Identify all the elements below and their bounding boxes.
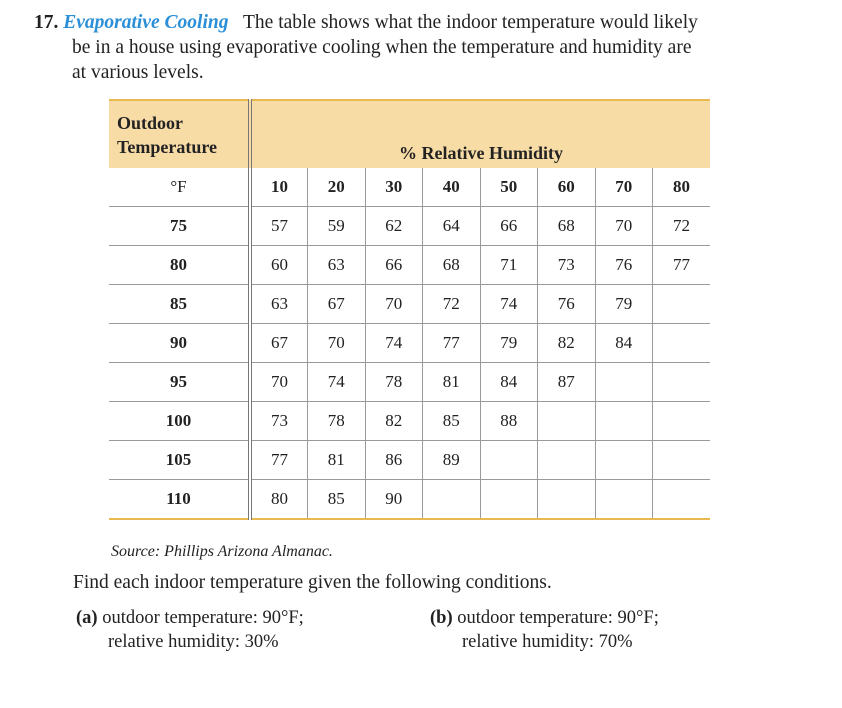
- row-header-cell: [109, 100, 250, 168]
- indoor-temp-cell: 81: [308, 441, 366, 480]
- indoor-temp-cell: 85: [423, 402, 481, 441]
- problem-number: 17.: [34, 12, 59, 33]
- indoor-temp-cell: 90: [365, 480, 423, 520]
- part-b-line1: outdoor temperature: 90°F;: [457, 608, 659, 628]
- question-text: Find each indoor temperature given the following conditions.: [73, 572, 552, 593]
- table-row: [109, 285, 710, 324]
- indoor-temp-cell: 74: [480, 285, 538, 324]
- indoor-temp-cell: 81: [423, 363, 481, 402]
- unit-label-cell: °F: [109, 168, 250, 207]
- problem-text-line1: The table shows what the indoor temperature would likely: [243, 12, 698, 33]
- indoor-temp-cell: [423, 480, 481, 520]
- indoor-temp-cell: 66: [365, 246, 423, 285]
- problem-title: Evaporative Cooling: [63, 12, 229, 33]
- indoor-temp-cell: 71: [480, 246, 538, 285]
- indoor-temp-cell: 72: [423, 285, 481, 324]
- indoor-temp-cell: [480, 480, 538, 520]
- humidity-level-cell: 60: [538, 168, 596, 207]
- indoor-temp-cell: 89: [423, 441, 481, 480]
- indoor-temp-cell: 80: [250, 480, 308, 520]
- indoor-temp-cell: 82: [365, 402, 423, 441]
- table-row: [109, 207, 710, 246]
- indoor-temp-cell: 82: [538, 324, 596, 363]
- indoor-temp-cell: [653, 441, 711, 480]
- indoor-temp-cell: 74: [308, 363, 366, 402]
- indoor-temp-cell: [538, 480, 596, 520]
- problem-text-line2: be in a house using evaporative cooling when the temperature and humidity are: [72, 37, 692, 58]
- indoor-temp-cell: [480, 441, 538, 480]
- indoor-temp-cell: 88: [480, 402, 538, 441]
- indoor-temp-cell: 79: [595, 285, 653, 324]
- indoor-temp-cell: 60: [250, 246, 308, 285]
- indoor-temp-cell: 67: [250, 324, 308, 363]
- humidity-level-cell: 70: [595, 168, 653, 207]
- outdoor-temp-cell: 100: [109, 402, 250, 441]
- humidity-level-cell: 20: [308, 168, 366, 207]
- part-a-label: (a): [76, 608, 98, 628]
- outdoor-temp-cell: 80: [109, 246, 250, 285]
- humidity-level-cell: 50: [480, 168, 538, 207]
- indoor-temp-cell: 76: [595, 246, 653, 285]
- humidity-level-cell: 80: [653, 168, 711, 207]
- row-header-line2: Temperature: [117, 136, 217, 157]
- indoor-temp-cell: 85: [308, 480, 366, 520]
- indoor-temp-cell: [595, 363, 653, 402]
- indoor-temp-cell: 57: [250, 207, 308, 246]
- indoor-temp-cell: 72: [653, 207, 711, 246]
- humidity-levels-row: [109, 168, 710, 207]
- part-a-line2: relative humidity: 30%: [108, 632, 279, 652]
- indoor-temp-cell: 77: [250, 441, 308, 480]
- table-row: [109, 324, 710, 363]
- indoor-temp-cell: [653, 402, 711, 441]
- indoor-temp-cell: 67: [308, 285, 366, 324]
- part-b-line2: relative humidity: 70%: [462, 632, 633, 652]
- indoor-temp-cell: 68: [538, 207, 596, 246]
- indoor-temp-cell: [653, 363, 711, 402]
- humidity-level-cell: 40: [423, 168, 481, 207]
- indoor-temp-cell: 66: [480, 207, 538, 246]
- indoor-temp-cell: 76: [538, 285, 596, 324]
- indoor-temp-cell: 84: [595, 324, 653, 363]
- column-group-header: % Relative Humidity: [250, 100, 710, 168]
- indoor-temp-cell: [595, 441, 653, 480]
- indoor-temp-cell: 63: [308, 246, 366, 285]
- indoor-temp-cell: 79: [480, 324, 538, 363]
- indoor-temp-cell: 73: [250, 402, 308, 441]
- table-row: [109, 363, 710, 402]
- table-row: [109, 480, 710, 520]
- humidity-level-cell: 30: [365, 168, 423, 207]
- part-a-line1: outdoor temperature: 90°F;: [102, 608, 304, 628]
- table-row: [109, 246, 710, 285]
- indoor-temp-cell: 77: [653, 246, 711, 285]
- indoor-temp-cell: 73: [538, 246, 596, 285]
- indoor-temp-cell: 78: [308, 402, 366, 441]
- source-note: Source: Phillips Arizona Almanac.: [111, 543, 333, 560]
- outdoor-temp-cell: 110: [109, 480, 250, 520]
- indoor-temp-cell: 74: [365, 324, 423, 363]
- table-body: [109, 168, 710, 519]
- humidity-temperature-table: [109, 99, 710, 520]
- indoor-temp-cell: [653, 285, 711, 324]
- indoor-temp-cell: [595, 480, 653, 520]
- indoor-temp-cell: 70: [595, 207, 653, 246]
- indoor-temp-cell: [538, 441, 596, 480]
- table-row: [109, 402, 710, 441]
- indoor-temp-cell: 70: [365, 285, 423, 324]
- outdoor-temp-cell: 90: [109, 324, 250, 363]
- humidity-level-cell: 10: [250, 168, 308, 207]
- indoor-temp-cell: 86: [365, 441, 423, 480]
- indoor-temp-cell: 70: [250, 363, 308, 402]
- indoor-temp-cell: 59: [308, 207, 366, 246]
- outdoor-temp-cell: 75: [109, 207, 250, 246]
- indoor-temp-cell: 87: [538, 363, 596, 402]
- outdoor-temp-cell: 95: [109, 363, 250, 402]
- outdoor-temp-cell: 85: [109, 285, 250, 324]
- row-header-line1: Outdoor: [117, 112, 184, 133]
- indoor-temp-cell: 70: [308, 324, 366, 363]
- indoor-temp-cell: 78: [365, 363, 423, 402]
- table-row: [109, 441, 710, 480]
- indoor-temp-cell: 62: [365, 207, 423, 246]
- indoor-temp-cell: [538, 402, 596, 441]
- indoor-temp-cell: 63: [250, 285, 308, 324]
- table-header-row: [109, 100, 710, 168]
- part-a: [76, 606, 304, 654]
- indoor-temp-cell: 68: [423, 246, 481, 285]
- indoor-temp-cell: 84: [480, 363, 538, 402]
- indoor-temp-cell: [595, 402, 653, 441]
- part-b: [430, 606, 659, 654]
- problem-text-line3: at various levels.: [72, 62, 204, 83]
- outdoor-temp-cell: 105: [109, 441, 250, 480]
- indoor-temp-cell: 64: [423, 207, 481, 246]
- part-b-label: (b): [430, 608, 453, 628]
- indoor-temp-cell: [653, 324, 711, 363]
- indoor-temp-cell: 77: [423, 324, 481, 363]
- problem-statement: [34, 10, 804, 85]
- indoor-temp-cell: [653, 480, 711, 520]
